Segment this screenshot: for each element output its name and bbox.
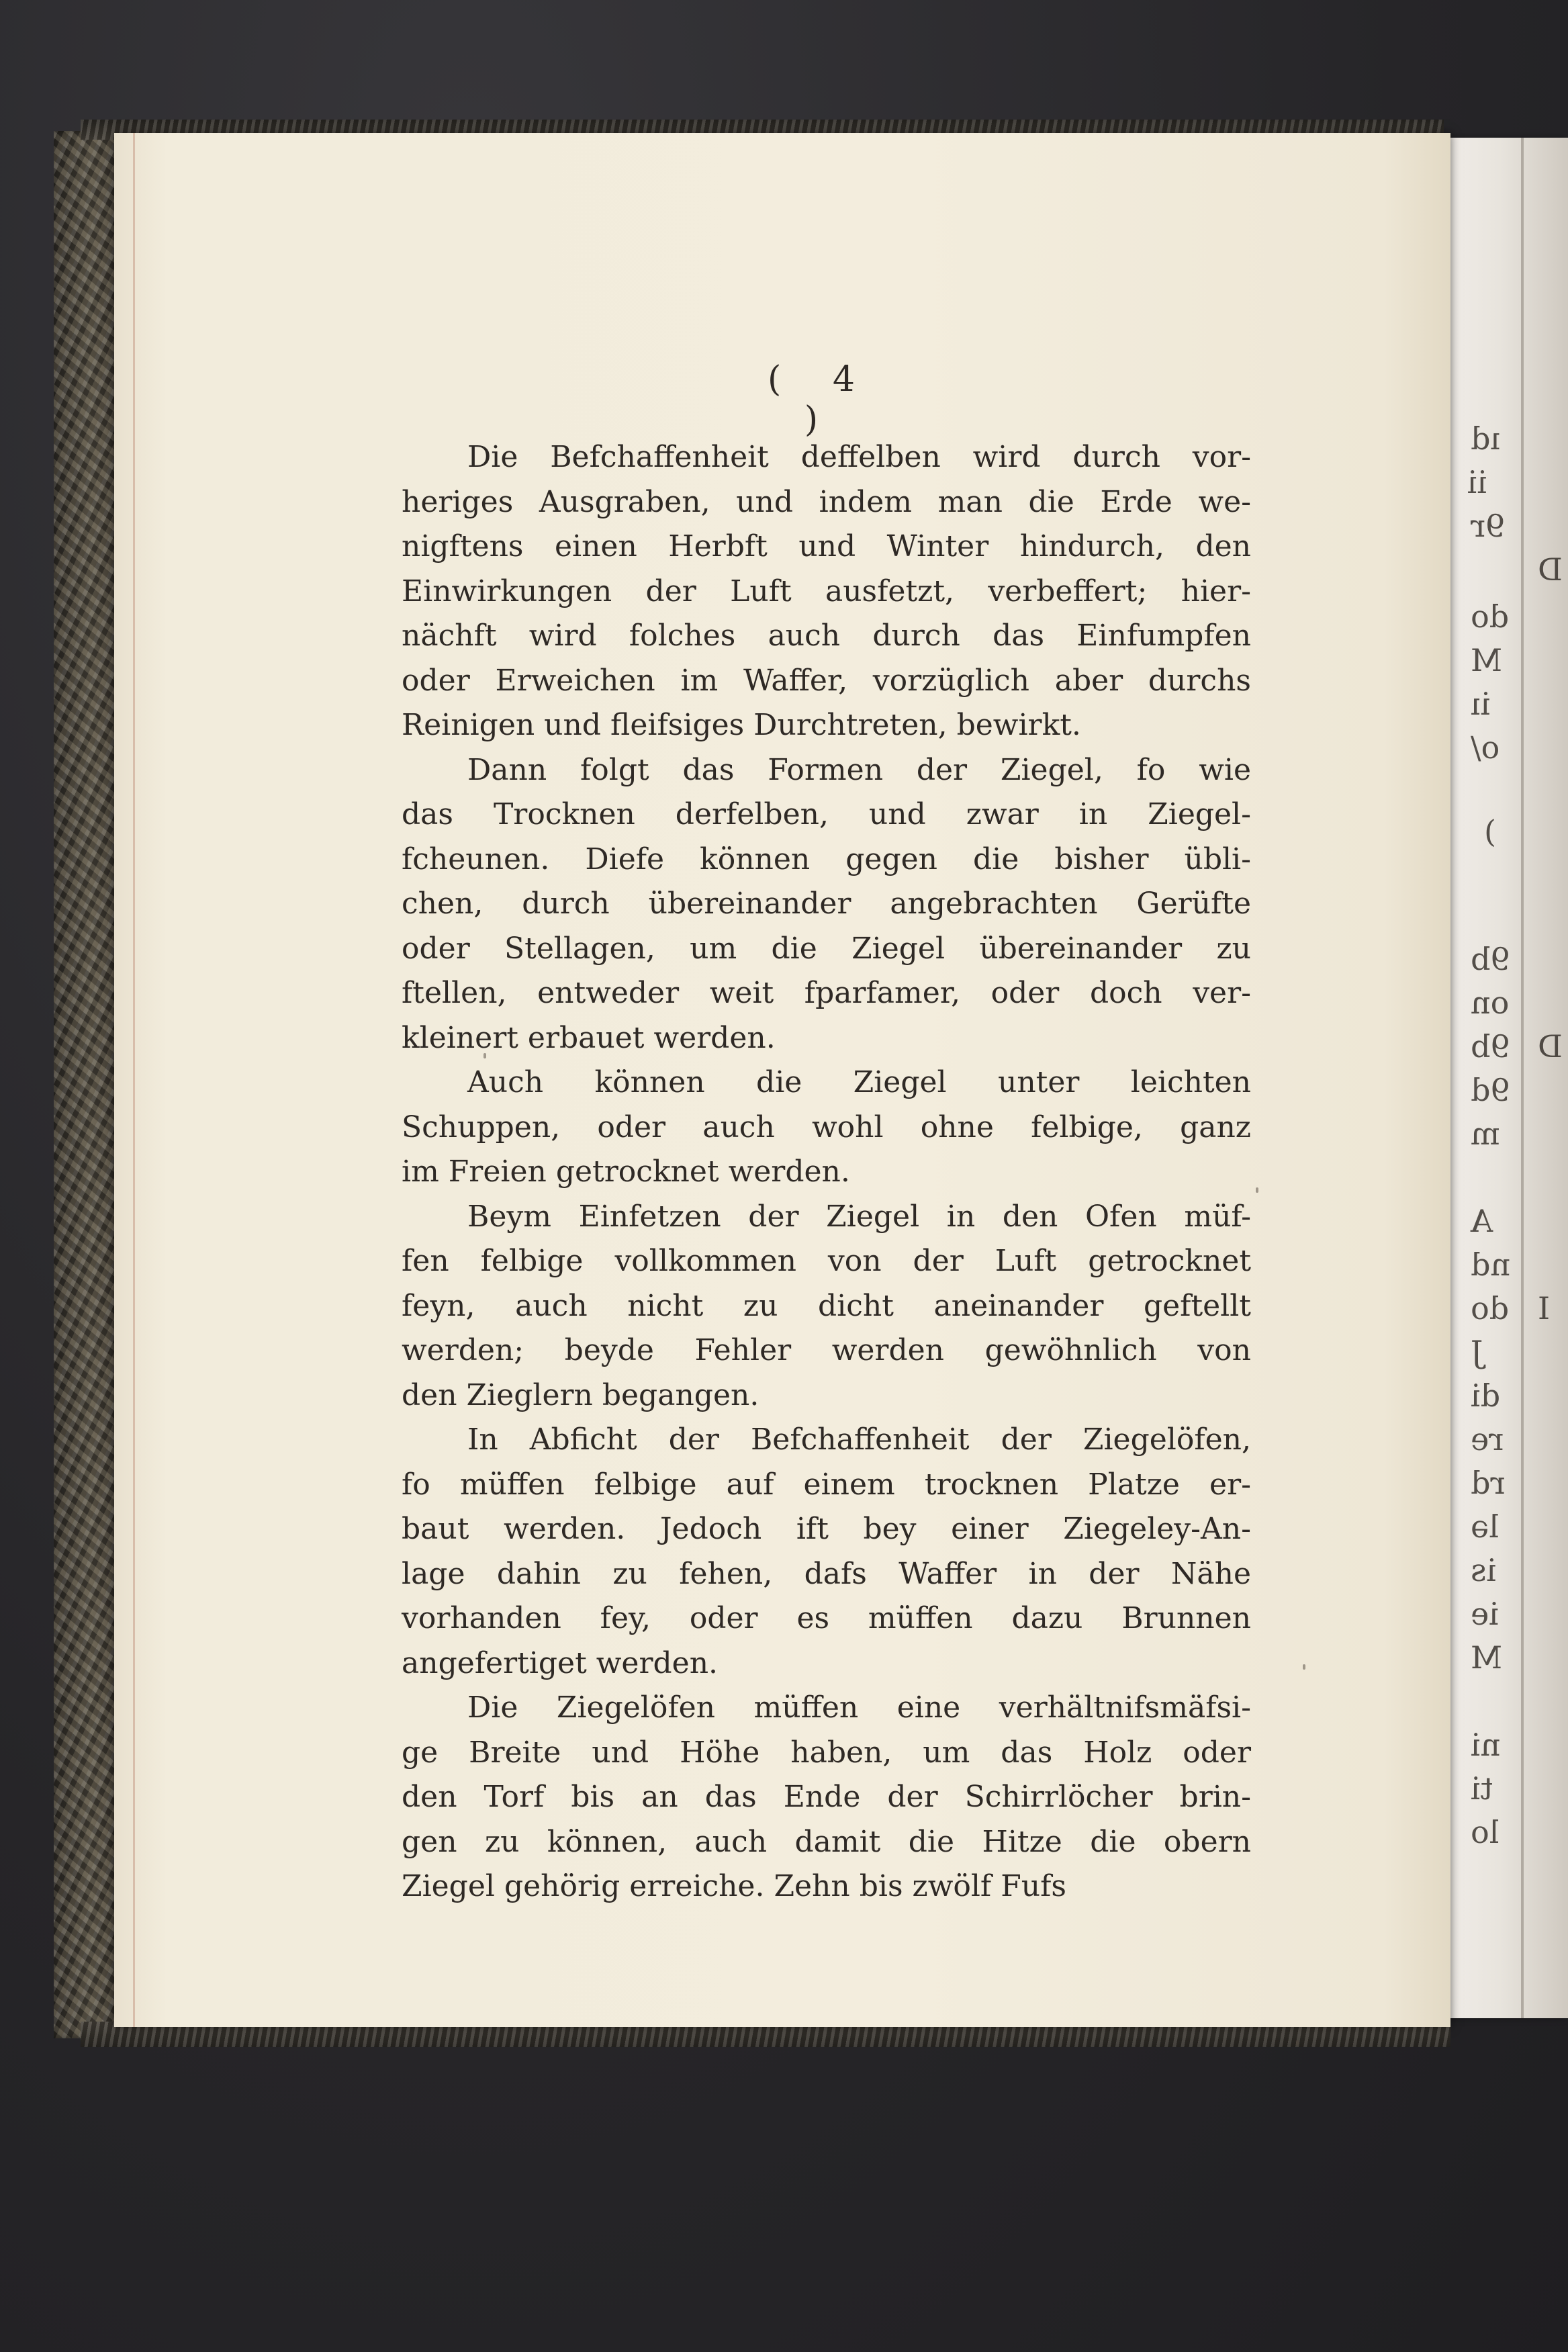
text-line: Die Ziegelöfen müffen eine verhältnifsmäfsi-	[467, 1690, 1251, 1725]
text-line: Beym Einfetzen der Ziegel in den Ofen müf-	[467, 1199, 1251, 1234]
paragraph	[402, 1686, 1251, 1909]
text-line: nigftens einen Herbft und Winter hindurch, den	[402, 529, 1251, 563]
text-line: oder Erweichen im Waffer, vorzüglich aber durchs	[402, 663, 1251, 698]
text-line: Einwirkungen der Luft ausfetzt, verbeffert; hier-	[402, 574, 1251, 608]
text-line: feyn, auch nicht zu dicht aneinander geftellt	[402, 1288, 1251, 1323]
text-line: den Torf bis an das Ende der Schirrlöcher brin-	[402, 1780, 1251, 1814]
text-line: werden; beyde Fehler werden gewöhnlich von	[402, 1333, 1251, 1367]
text-line: chen, durch übereinander angebrachten Gerüfte	[402, 887, 1251, 921]
text-line: nächft wird folches auch durch das Einfumpfen	[402, 619, 1251, 653]
text-line: Die Befchaffenheit deffelben wird durch vor-	[467, 440, 1251, 474]
text-line: Reinigen und fleifsiges Durchtreten, bewirkt.	[402, 708, 1081, 742]
page-number: ( 4 )	[768, 359, 875, 440]
text-line: Auch können die Ziegel unter leichten	[467, 1065, 1251, 1099]
text-line: den Zieglern begangen.	[402, 1377, 759, 1412]
text-line: ge Breite und Höhe haben, um das Holz oder	[402, 1735, 1251, 1770]
paragraph	[402, 748, 1251, 1061]
page-fold-line	[1521, 138, 1524, 2018]
body-text	[402, 435, 1251, 1909]
text-line: baut werden. Jedoch ift bey einer Ziegeley-An-	[402, 1512, 1251, 1546]
text-line: oder Stellagen, um die Ziegel übereinander zu	[402, 931, 1251, 966]
text-line: fcheunen. Diefe können gegen die bisher übli-	[402, 842, 1251, 876]
text-line: kleinert erbauet werden.	[402, 1020, 776, 1055]
text-line: lage dahin zu fehen, dafs Waffer in der Nähe	[402, 1556, 1251, 1591]
page-margin-line	[133, 133, 135, 2027]
text-line: vorhanden fey, oder es müffen dazu Brunnen	[402, 1601, 1251, 1635]
paragraph	[402, 1418, 1251, 1686]
text-line: Schuppen, oder auch wohl ohne felbige, ganz	[402, 1110, 1251, 1144]
text-line: angefertiget werden.	[402, 1645, 719, 1680]
text-line: fen felbige vollkommen von der Luft getrocknet	[402, 1244, 1251, 1278]
text-line: Dann folgt das Formen der Ziegel, fo wie	[467, 752, 1251, 787]
paragraph	[402, 1060, 1251, 1195]
text-line: fo müffen felbige auf einem trocknen Platze er-	[402, 1467, 1251, 1502]
text-line: im Freien getrocknet werden.	[402, 1155, 850, 1189]
following-pages-edge: ıd ii 9r do M iı o/ ) 9b on 9b 9d m A nd do J di re rd lə is ie M ni ti lo D D I	[1430, 138, 1568, 2018]
paragraph	[402, 435, 1251, 748]
text-line: das Trocknen derfelben, und zwar in Ziegel-	[402, 797, 1251, 831]
paragraph-list	[402, 435, 1251, 1909]
paragraph	[402, 1195, 1251, 1418]
text-line: Ziegel gehörig erreiche. Zehn bis zwölf Fufs	[402, 1869, 1066, 1903]
text-line: ftellen, entweder weit fparfamer, oder doch ver-	[402, 976, 1251, 1010]
text-line: heriges Ausgraben, und indem man die Erde we-	[402, 484, 1251, 519]
text-line: In Abficht der Befchaffenheit der Ziegelöfen,	[467, 1422, 1251, 1457]
text-line: gen zu können, auch damit die Hitze die obern	[402, 1824, 1251, 1859]
